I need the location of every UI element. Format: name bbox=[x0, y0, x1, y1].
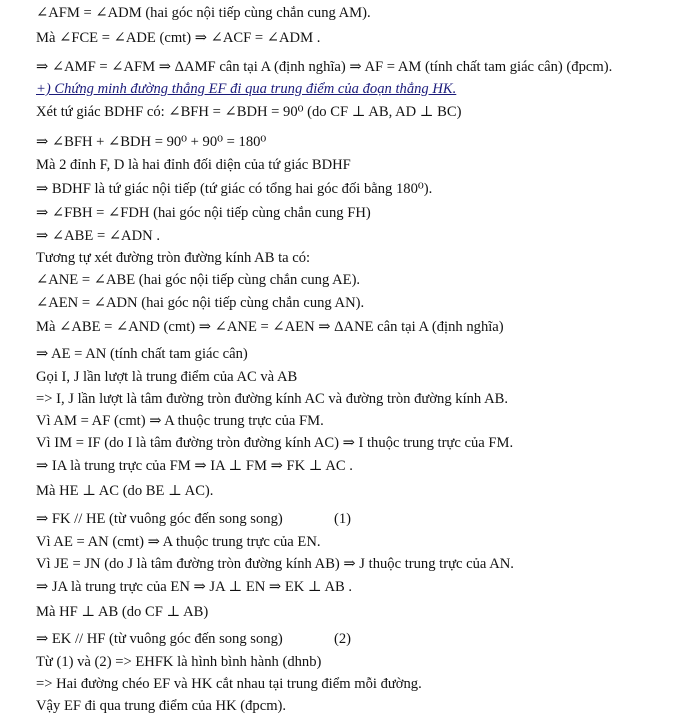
section-heading: +) Chứng minh đường thẳng EF đi qua trung điểm của đoạn thẳng HK. bbox=[36, 81, 457, 97]
proof-line: => I, J lần lượt là tâm đường tròn đường kính AC và đường tròn đường kính AB. bbox=[36, 391, 508, 407]
proof-line: Từ (1) và (2) => EHFK là hình bình hành (dhnb) bbox=[36, 654, 322, 670]
equation-label-2: (2) bbox=[334, 631, 352, 647]
proof-line: ⇒ FK // HE (từ vuông góc đến song song) bbox=[36, 511, 283, 527]
proof-line: Xét tứ giác BDHF có: ∠BFH = ∠BDH = 90⁰ (do CF ⊥ AB, AD ⊥ BC) bbox=[36, 104, 462, 120]
proof-line: Vậy EF đi qua trung điểm của HK (đpcm). bbox=[36, 698, 287, 714]
proof-line: ⇒ ∠FBH = ∠FDH (hai góc nội tiếp cùng chắn cung FH) bbox=[36, 205, 371, 221]
equation-label-1: (1) bbox=[334, 511, 352, 527]
proof-line: Vì AE = AN (cmt) ⇒ A thuộc trung trực của EN. bbox=[36, 534, 321, 550]
proof-line: => Hai đường chéo EF và HK cắt nhau tại trung điểm mỗi đường. bbox=[36, 676, 422, 692]
proof-line: ⇒ BDHF là tứ giác nội tiếp (tứ giác có tổng hai góc đối bằng 180⁰). bbox=[36, 181, 433, 197]
proof-line: ⇒ JA là trung trực của EN ⇒ JA ⊥ EN ⇒ EK ⊥ AB . bbox=[36, 579, 353, 595]
proof-line: ⇒ IA là trung trực của FM ⇒ IA ⊥ FM ⇒ FK ⊥ AC . bbox=[36, 458, 353, 474]
proof-line: Vì AM = AF (cmt) ⇒ A thuộc trung trực của FM. bbox=[36, 413, 324, 429]
proof-line: ∠AEN = ∠ADN (hai góc nội tiếp cùng chắn cung AN). bbox=[36, 295, 365, 311]
proof-line: Vì JE = JN (do J là tâm đường tròn đường kính AB) ⇒ J thuộc trung trực của AN. bbox=[36, 556, 514, 572]
proof-line: Gọi I, J lần lượt là trung điểm của AC và AB bbox=[36, 369, 298, 385]
proof-line: ⇒ EK // HF (từ vuông góc đến song song) bbox=[36, 631, 283, 647]
proof-line: Mà ∠FCE = ∠ADE (cmt) ⇒ ∠ACF = ∠ADM . bbox=[36, 30, 321, 46]
proof-line: Mà HF ⊥ AB (do CF ⊥ AB) bbox=[36, 604, 209, 620]
proof-line: ⇒ ∠AMF = ∠AFM ⇒ ΔAMF cân tại A (định nghĩa) ⇒ AF = AM (tính chất tam giác cân) (đpcm). bbox=[36, 59, 613, 75]
proof-line: Mà HE ⊥ AC (do BE ⊥ AC). bbox=[36, 483, 214, 499]
proof-line: Vì IM = IF (do I là tâm đường tròn đường kính AC) ⇒ I thuộc trung trực của FM. bbox=[36, 435, 514, 451]
proof-line: ∠ANE = ∠ABE (hai góc nội tiếp cùng chắn cung AE). bbox=[36, 272, 361, 288]
proof-line: Mà ∠ABE = ∠AND (cmt) ⇒ ∠ANE = ∠AEN ⇒ ΔANE cân tại A (định nghĩa) bbox=[36, 319, 504, 335]
proof-line: Mà 2 đỉnh F, D là hai đỉnh đối diện của tứ giác BDHF bbox=[36, 157, 351, 173]
proof-line: Tương tự xét đường tròn đường kính AB ta có: bbox=[36, 250, 311, 266]
proof-line: ∠AFM = ∠ADM (hai góc nội tiếp cùng chắn cung AM). bbox=[36, 5, 371, 21]
proof-line: ⇒ ∠ABE = ∠ADN . bbox=[36, 228, 160, 244]
proof-line: ⇒ ∠BFH + ∠BDH = 90⁰ + 90⁰ = 180⁰ bbox=[36, 134, 267, 150]
proof-line: ⇒ AE = AN (tính chất tam giác cân) bbox=[36, 346, 248, 362]
